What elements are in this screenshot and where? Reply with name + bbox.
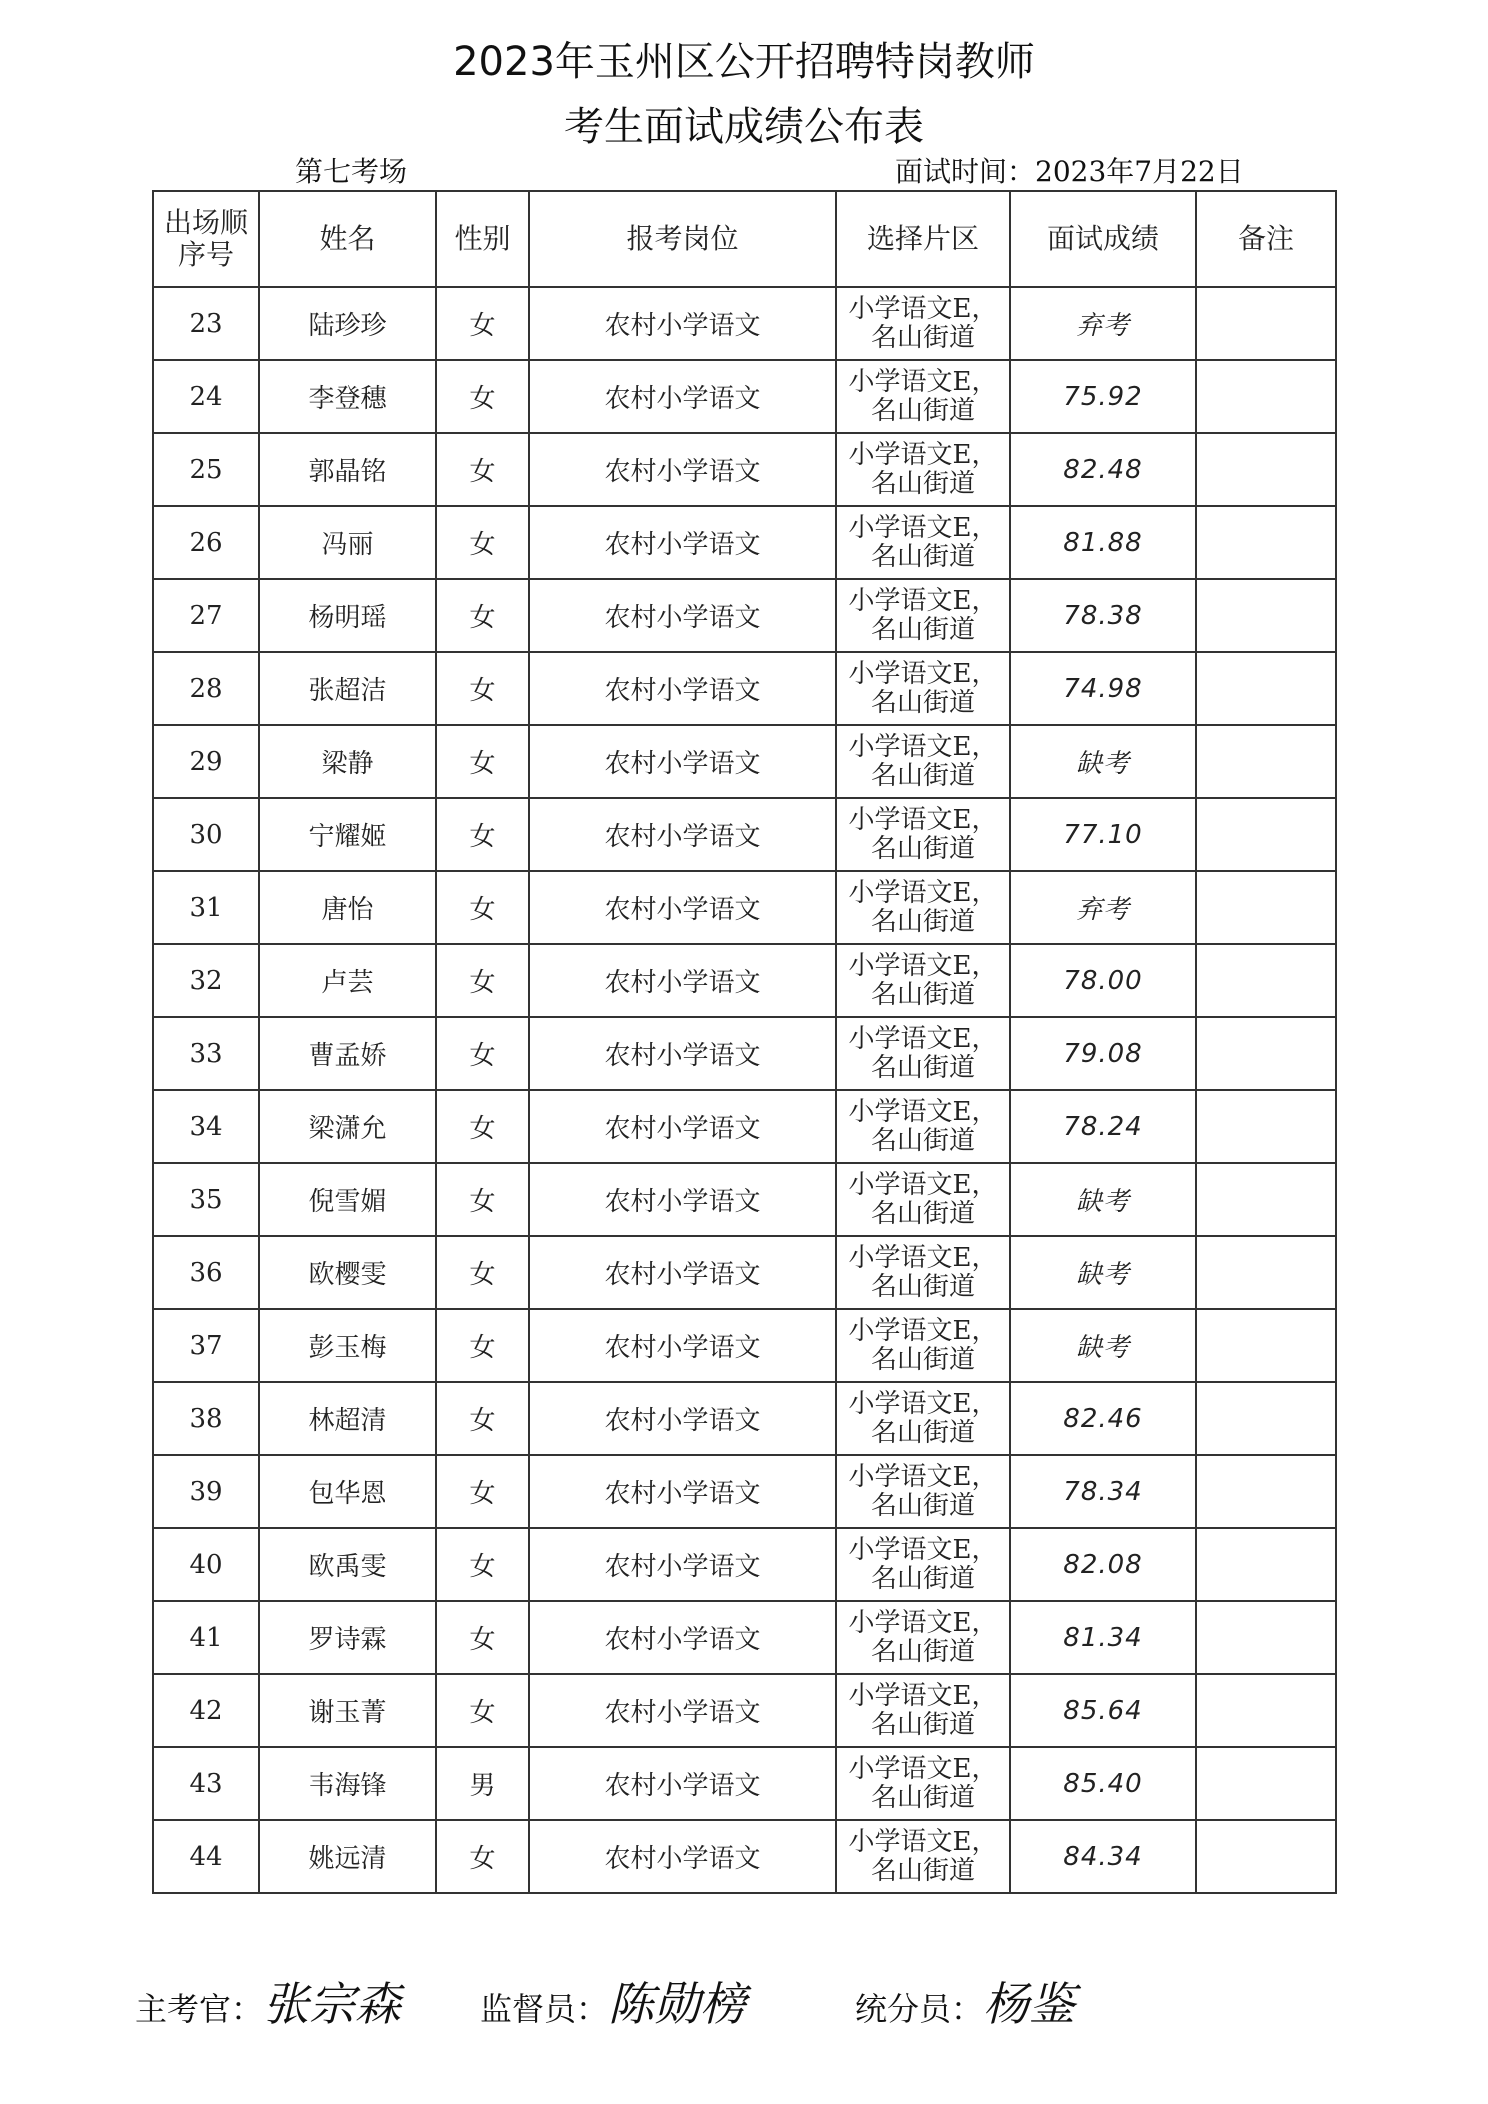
- table-row: [153, 1309, 1336, 1382]
- cell-score: 85.40: [1010, 1747, 1196, 1820]
- cell-gender: 女: [436, 1674, 529, 1747]
- cell-gender: 女: [436, 506, 529, 579]
- cell-score: 78.24: [1010, 1090, 1196, 1163]
- cell-name: 欧禹雯: [259, 1528, 436, 1601]
- cell-note: [1196, 725, 1336, 798]
- cell-score: 82.46: [1010, 1382, 1196, 1455]
- table-row: [153, 1163, 1336, 1236]
- cell-zone: 小学语文E，名山街道: [836, 1601, 1010, 1674]
- cell-post: 农村小学语文: [529, 287, 836, 360]
- scorer-label: 统分员：: [855, 1990, 984, 2028]
- cell-post: 农村小学语文: [529, 944, 836, 1017]
- cell-seq: 42: [153, 1674, 259, 1747]
- cell-zone: 小学语文E，名山街道: [836, 1747, 1010, 1820]
- cell-seq: 33: [153, 1017, 259, 1090]
- cell-zone: 小学语文E，名山街道: [836, 1309, 1010, 1382]
- cell-zone: 小学语文E，名山街道: [836, 798, 1010, 871]
- cell-post: 农村小学语文: [529, 1382, 836, 1455]
- cell-name: 欧樱雯: [259, 1236, 436, 1309]
- cell-gender: 女: [436, 1528, 529, 1601]
- cell-gender: 男: [436, 1747, 529, 1820]
- cell-note: [1196, 1674, 1336, 1747]
- table-header-row: [153, 191, 1336, 287]
- cell-gender: 女: [436, 1163, 529, 1236]
- cell-note: [1196, 433, 1336, 506]
- cell-score: 75.92: [1010, 360, 1196, 433]
- cell-name: 唐怡: [259, 871, 436, 944]
- cell-name: 冯丽: [259, 506, 436, 579]
- cell-note: [1196, 798, 1336, 871]
- cell-name: 韦海锋: [259, 1747, 436, 1820]
- cell-score: 79.08: [1010, 1017, 1196, 1090]
- cell-score: 82.48: [1010, 433, 1196, 506]
- cell-score: 84.34: [1010, 1820, 1196, 1893]
- cell-gender: 女: [436, 579, 529, 652]
- cell-seq: 23: [153, 287, 259, 360]
- cell-note: [1196, 1090, 1336, 1163]
- supervisor-label: 监督员：: [480, 1990, 609, 2028]
- table-row: [153, 1382, 1336, 1455]
- cell-seq: 24: [153, 360, 259, 433]
- cell-seq: 35: [153, 1163, 259, 1236]
- cell-gender: 女: [436, 798, 529, 871]
- supervisor: [480, 1968, 746, 2034]
- cell-name: 陆珍珍: [259, 287, 436, 360]
- interview-date-label: 面试时间：2023年7月22日: [895, 155, 1244, 188]
- cell-seq: 29: [153, 725, 259, 798]
- cell-zone: 小学语文E，名山街道: [836, 360, 1010, 433]
- cell-post: 农村小学语文: [529, 1017, 836, 1090]
- table-row: [153, 652, 1336, 725]
- table-row: [153, 360, 1336, 433]
- cell-post: 农村小学语文: [529, 1236, 836, 1309]
- cell-score: 77.10: [1010, 798, 1196, 871]
- cell-score: 81.88: [1010, 506, 1196, 579]
- col-header-note: 备注: [1196, 191, 1336, 287]
- cell-gender: 女: [436, 1382, 529, 1455]
- cell-score: 弃考: [1010, 287, 1196, 360]
- cell-zone: 小学语文E，名山街道: [836, 1163, 1010, 1236]
- cell-seq: 31: [153, 871, 259, 944]
- cell-gender: 女: [436, 1017, 529, 1090]
- cell-seq: 26: [153, 506, 259, 579]
- col-header-zone: 选择片区: [836, 191, 1010, 287]
- table-row: [153, 433, 1336, 506]
- cell-score: 弃考: [1010, 871, 1196, 944]
- col-header-seq: [153, 191, 259, 287]
- cell-post: 农村小学语文: [529, 652, 836, 725]
- cell-post: 农村小学语文: [529, 1820, 836, 1893]
- cell-post: 农村小学语文: [529, 1528, 836, 1601]
- cell-note: [1196, 1163, 1336, 1236]
- cell-post: 农村小学语文: [529, 1309, 836, 1382]
- cell-zone: 小学语文E，名山街道: [836, 1017, 1010, 1090]
- cell-score: 85.64: [1010, 1674, 1196, 1747]
- cell-seq: 41: [153, 1601, 259, 1674]
- cell-zone: 小学语文E，名山街道: [836, 725, 1010, 798]
- cell-score: 81.34: [1010, 1601, 1196, 1674]
- cell-name: 杨明瑶: [259, 579, 436, 652]
- cell-seq: 32: [153, 944, 259, 1017]
- cell-note: [1196, 1455, 1336, 1528]
- cell-post: 农村小学语文: [529, 433, 836, 506]
- cell-name: 罗诗霖: [259, 1601, 436, 1674]
- cell-post: 农村小学语文: [529, 1455, 836, 1528]
- table-row: [153, 1820, 1336, 1893]
- cell-seq: 34: [153, 1090, 259, 1163]
- table-row: [153, 871, 1336, 944]
- cell-note: [1196, 1017, 1336, 1090]
- cell-name: 张超洁: [259, 652, 436, 725]
- cell-zone: 小学语文E，名山街道: [836, 652, 1010, 725]
- col-header-name: 姓名: [259, 191, 436, 287]
- table-row: [153, 1236, 1336, 1309]
- cell-zone: 小学语文E，名山街道: [836, 1455, 1010, 1528]
- cell-name: 包华恩: [259, 1455, 436, 1528]
- cell-seq: 44: [153, 1820, 259, 1893]
- cell-zone: 小学语文E，名山街道: [836, 1382, 1010, 1455]
- cell-post: 农村小学语文: [529, 1163, 836, 1236]
- cell-seq: 36: [153, 1236, 259, 1309]
- cell-name: 姚远清: [259, 1820, 436, 1893]
- cell-score: 缺考: [1010, 1236, 1196, 1309]
- cell-score: 74.98: [1010, 652, 1196, 725]
- cell-zone: 小学语文E，名山街道: [836, 944, 1010, 1017]
- cell-zone: 小学语文E，名山街道: [836, 1528, 1010, 1601]
- cell-seq: 40: [153, 1528, 259, 1601]
- table-row: [153, 1747, 1336, 1820]
- cell-score: 缺考: [1010, 1309, 1196, 1382]
- cell-seq: 27: [153, 579, 259, 652]
- cell-score: 78.00: [1010, 944, 1196, 1017]
- cell-note: [1196, 652, 1336, 725]
- cell-seq: 38: [153, 1382, 259, 1455]
- table-row: [153, 798, 1336, 871]
- cell-gender: 女: [436, 1455, 529, 1528]
- cell-gender: 女: [436, 360, 529, 433]
- cell-gender: 女: [436, 1601, 529, 1674]
- table-row: [153, 579, 1336, 652]
- cell-name: 宁耀姬: [259, 798, 436, 871]
- cell-post: 农村小学语文: [529, 725, 836, 798]
- exam-room-label: 第七考场: [295, 155, 408, 188]
- cell-score: 78.38: [1010, 579, 1196, 652]
- cell-post: 农村小学语文: [529, 1601, 836, 1674]
- cell-note: [1196, 579, 1336, 652]
- cell-name: 倪雪媚: [259, 1163, 436, 1236]
- table-row: [153, 1528, 1336, 1601]
- supervisor-signature: 陈勋榜: [608, 1977, 747, 2031]
- col-header-score: 面试成绩: [1010, 191, 1196, 287]
- cell-zone: 小学语文E，名山街道: [836, 871, 1010, 944]
- table-row: [153, 1017, 1336, 1090]
- cell-zone: 小学语文E，名山街道: [836, 1090, 1010, 1163]
- cell-note: [1196, 1820, 1336, 1893]
- cell-seq: 37: [153, 1309, 259, 1382]
- cell-seq: 43: [153, 1747, 259, 1820]
- table-row: [153, 725, 1336, 798]
- cell-gender: 女: [436, 652, 529, 725]
- cell-note: [1196, 1747, 1336, 1820]
- cell-note: [1196, 360, 1336, 433]
- chief-examiner-signature: 张宗森: [263, 1977, 402, 2031]
- cell-zone: 小学语文E，名山街道: [836, 287, 1010, 360]
- cell-note: [1196, 1309, 1336, 1382]
- table-row: [153, 1674, 1336, 1747]
- cell-note: [1196, 871, 1336, 944]
- table-row: [153, 944, 1336, 1017]
- scorer: [855, 1968, 1075, 2034]
- cell-seq: 28: [153, 652, 259, 725]
- table-row: [153, 1455, 1336, 1528]
- cell-gender: 女: [436, 1090, 529, 1163]
- cell-note: [1196, 1382, 1336, 1455]
- page-title-line-2: 考生面试成绩公布表: [564, 104, 924, 150]
- cell-score: 82.08: [1010, 1528, 1196, 1601]
- cell-name: 彭玉梅: [259, 1309, 436, 1382]
- cell-zone: 小学语文E，名山街道: [836, 433, 1010, 506]
- table-row: [153, 1090, 1336, 1163]
- cell-note: [1196, 1528, 1336, 1601]
- cell-name: 郭晶铭: [259, 433, 436, 506]
- col-header-post: 报考岗位: [529, 191, 836, 287]
- cell-gender: 女: [436, 944, 529, 1017]
- cell-name: 林超清: [259, 1382, 436, 1455]
- cell-zone: 小学语文E，名山街道: [836, 579, 1010, 652]
- cell-post: 农村小学语文: [529, 871, 836, 944]
- cell-gender: 女: [436, 287, 529, 360]
- cell-note: [1196, 1601, 1336, 1674]
- cell-gender: 女: [436, 871, 529, 944]
- cell-score: 缺考: [1010, 725, 1196, 798]
- cell-note: [1196, 287, 1336, 360]
- table-body: [153, 287, 1336, 1893]
- cell-gender: 女: [436, 1820, 529, 1893]
- cell-zone: 小学语文E，名山街道: [836, 506, 1010, 579]
- chief-examiner: [135, 1968, 401, 2034]
- cell-zone: 小学语文E，名山街道: [836, 1820, 1010, 1893]
- cell-score: 78.34: [1010, 1455, 1196, 1528]
- scorer-signature: 杨鉴: [983, 1977, 1076, 2031]
- cell-gender: 女: [436, 1236, 529, 1309]
- page-title-line-1: 2023年玉州区公开招聘特岗教师: [453, 39, 1035, 85]
- cell-name: 梁潇允: [259, 1090, 436, 1163]
- cell-note: [1196, 506, 1336, 579]
- col-header-gender: 性别: [436, 191, 529, 287]
- score-table: [152, 190, 1337, 1894]
- cell-post: 农村小学语文: [529, 1090, 836, 1163]
- col-header-seq-label: 出场顺序号: [163, 206, 248, 271]
- cell-name: 谢玉菁: [259, 1674, 436, 1747]
- cell-post: 农村小学语文: [529, 360, 836, 433]
- cell-name: 李登穗: [259, 360, 436, 433]
- cell-post: 农村小学语文: [529, 1674, 836, 1747]
- cell-post: 农村小学语文: [529, 798, 836, 871]
- cell-post: 农村小学语文: [529, 579, 836, 652]
- table-row: [153, 287, 1336, 360]
- cell-name: 曹孟娇: [259, 1017, 436, 1090]
- chief-examiner-label: 主考官：: [135, 1990, 264, 2028]
- cell-note: [1196, 1236, 1336, 1309]
- cell-name: 卢芸: [259, 944, 436, 1017]
- cell-post: 农村小学语文: [529, 1747, 836, 1820]
- cell-seq: 25: [153, 433, 259, 506]
- cell-gender: 女: [436, 1309, 529, 1382]
- cell-seq: 30: [153, 798, 259, 871]
- table-row: [153, 1601, 1336, 1674]
- cell-gender: 女: [436, 433, 529, 506]
- cell-seq: 39: [153, 1455, 259, 1528]
- table-row: [153, 506, 1336, 579]
- cell-name: 梁静: [259, 725, 436, 798]
- cell-zone: 小学语文E，名山街道: [836, 1674, 1010, 1747]
- cell-score: 缺考: [1010, 1163, 1196, 1236]
- cell-gender: 女: [436, 725, 529, 798]
- cell-note: [1196, 944, 1336, 1017]
- cell-zone: 小学语文E，名山街道: [836, 1236, 1010, 1309]
- cell-post: 农村小学语文: [529, 506, 836, 579]
